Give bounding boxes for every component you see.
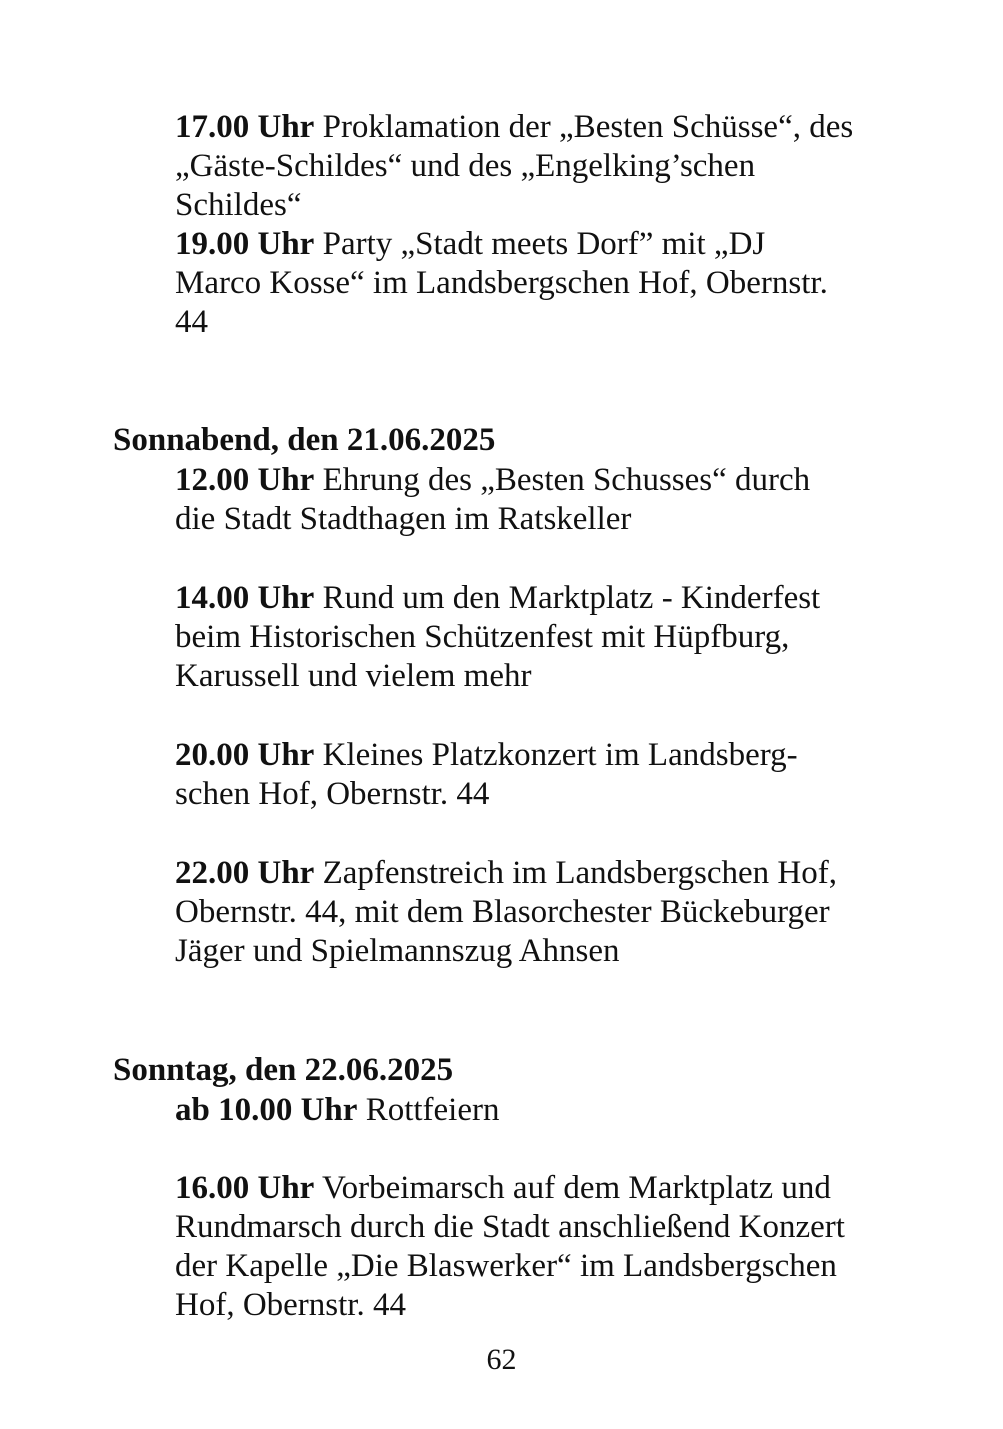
event-text: Party „Stadt meets Dorf” mit „DJ — [322, 226, 766, 262]
event-text: Marco Kosse“ im Landsbergschen Hof, Obernstr. — [175, 265, 828, 301]
event-entry — [175, 108, 895, 225]
day-heading: Sonntag, den 22.06.2025 — [113, 1052, 454, 1088]
event-text: Obernstr. 44, mit dem Blasorchester Bückeburger — [175, 894, 830, 930]
event-entry — [175, 461, 895, 539]
event-time: 14.00 Uhr — [175, 580, 315, 616]
event-text: Schildes“ — [175, 187, 302, 223]
event-text: beim Historischen Schützenfest mit Hüpfburg, — [175, 619, 790, 655]
event-text: 44 — [175, 304, 208, 340]
event-text: Proklamation der „Besten Schüsse“, des — [322, 109, 854, 145]
event-time: 20.00 Uhr — [175, 737, 315, 773]
event-time: 12.00 Uhr — [175, 462, 315, 498]
event-text: Jäger und Spielmannszug Ahnsen — [175, 933, 620, 969]
event-text: Zapfenstreich im Landsbergschen Hof, — [322, 855, 837, 891]
event-time: ab 10.00 Uhr — [175, 1092, 358, 1128]
event-entry — [175, 854, 895, 971]
event-text: Kleines Platzkonzert im Landsberg- — [322, 737, 798, 773]
event-time: 17.00 Uhr — [175, 109, 315, 145]
event-text: der Kapelle „Die Blaswerker“ im Landsbergschen — [175, 1248, 837, 1284]
page-number: 62 — [486, 1343, 517, 1376]
event-entry — [175, 579, 895, 696]
event-text: Ehrung des „Besten Schusses“ durch — [322, 462, 811, 498]
event-time: 19.00 Uhr — [175, 226, 315, 262]
event-text: Rottfeiern — [365, 1092, 500, 1128]
event-entry — [175, 225, 895, 342]
event-time: 16.00 Uhr — [175, 1170, 315, 1206]
event-text: Rund um den Marktplatz - Kinderfest — [322, 580, 821, 616]
event-text: Rundmarsch durch die Stadt anschließend Konzert — [175, 1209, 845, 1245]
event-text: Hof, Obernstr. 44 — [175, 1287, 406, 1323]
event-text: Vorbeimarsch auf dem Marktplatz und — [322, 1170, 831, 1206]
event-time: 22.00 Uhr — [175, 855, 315, 891]
event-entry — [175, 736, 895, 814]
event-text: „Gäste-Schildes“ und des „Engelking’schen — [175, 148, 756, 184]
day-heading: Sonnabend, den 21.06.2025 — [113, 422, 496, 458]
event-text: die Stadt Stadthagen im Ratskeller — [175, 501, 632, 537]
event-entry — [175, 1169, 895, 1325]
event-text: Karussell und vielem mehr — [175, 658, 532, 694]
event-text: schen Hof, Obernstr. 44 — [175, 776, 490, 812]
event-entry — [175, 1091, 895, 1130]
